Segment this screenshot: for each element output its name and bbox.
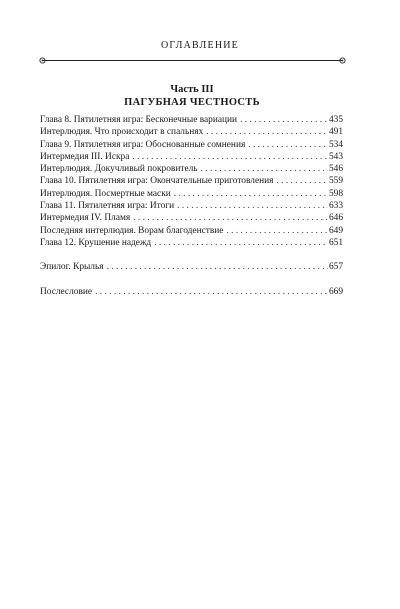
toc-entry-title: Интермедия IV. Пламя <box>40 213 131 224</box>
dot-leader <box>240 114 328 126</box>
toc-entry-title: Глава 8. Пятилетняя игра: Бесконечные вариации <box>40 115 238 125</box>
dot-leader <box>174 188 328 200</box>
toc-entry-title: Глава 9. Пятилетняя игра: Обоснованные сомнения <box>40 139 246 150</box>
dot-leader <box>132 151 328 163</box>
dot-leader <box>95 286 328 298</box>
dot-leader <box>276 175 327 187</box>
toc-entry-afterword <box>40 286 343 298</box>
toc-entry <box>40 126 343 138</box>
dot-leader <box>154 237 328 249</box>
toc-entry-page: 491 <box>328 127 343 138</box>
toc-entry-title: Интермедия III. Искра <box>40 151 130 162</box>
dot-leader <box>107 261 328 273</box>
toc-entry-page: 543 <box>328 151 343 162</box>
part-title: ПАГУБНАЯ ЧЕСТНОСТЬ <box>124 97 260 108</box>
section-gap <box>40 249 343 261</box>
toc-entry <box>40 212 343 224</box>
toc-entry-title: Интерлюдия. Докучливый покровитель <box>40 164 198 175</box>
toc-entry-epilogue <box>40 261 343 273</box>
header-rule-line <box>43 60 342 61</box>
toc-entry-title: Эпилог. Крылья <box>40 262 104 273</box>
dot-leader <box>226 225 327 237</box>
toc-entry <box>40 175 343 187</box>
toc-entry-page: 669 <box>328 286 343 297</box>
toc-entry <box>40 200 343 212</box>
dot-leader <box>177 200 328 212</box>
dot-leader <box>206 126 328 138</box>
toc-entry-title: Послесловие <box>40 286 93 297</box>
toc-entry <box>40 114 343 126</box>
toc-entry <box>40 151 343 163</box>
dot-leader <box>248 139 328 151</box>
toc-entry <box>40 188 343 200</box>
toc-entry-page: 646 <box>328 213 343 224</box>
table-of-contents <box>40 114 343 298</box>
toc-entry-page: 435 <box>328 115 343 125</box>
toc-entry <box>40 225 343 237</box>
toc-entry-page: 649 <box>328 225 343 236</box>
toc-entry-title: Интерлюдия. Посмертные маски <box>40 188 171 199</box>
toc-entry <box>40 139 343 151</box>
toc-entry-page: 559 <box>328 176 343 187</box>
dot-leader <box>201 163 328 175</box>
running-head: ОГЛАВЛЕНИЕ <box>161 40 239 51</box>
toc-entry-title: Интерлюдия. Что происходит в спальнях <box>40 127 204 138</box>
toc-entry-page: 651 <box>328 237 343 248</box>
toc-entry-page: 534 <box>328 139 343 150</box>
toc-entry-title: Глава 12. Крушение надежд <box>40 237 152 248</box>
toc-entry-title: Глава 10. Пятилетняя игра: Окончательные приготовления <box>40 176 274 187</box>
toc-entry-page: 633 <box>328 201 343 212</box>
toc-entry-page: 598 <box>328 188 343 199</box>
toc-entry <box>40 163 343 175</box>
rule-ornament-left-icon <box>39 57 46 64</box>
toc-entry-page: 657 <box>328 262 343 273</box>
toc-entry-title: Последняя интерлюдия. Ворам благоденствие <box>40 225 224 236</box>
section-gap <box>40 274 343 286</box>
toc-entry-page: 546 <box>328 164 343 175</box>
rule-ornament-right-icon <box>339 57 346 64</box>
toc-entry <box>40 237 343 249</box>
part-number: Часть III <box>170 84 214 95</box>
toc-entry-title: Глава 11. Пятилетняя игра: Итоги <box>40 201 175 212</box>
header-rule <box>39 57 346 65</box>
dot-leader <box>133 212 328 224</box>
